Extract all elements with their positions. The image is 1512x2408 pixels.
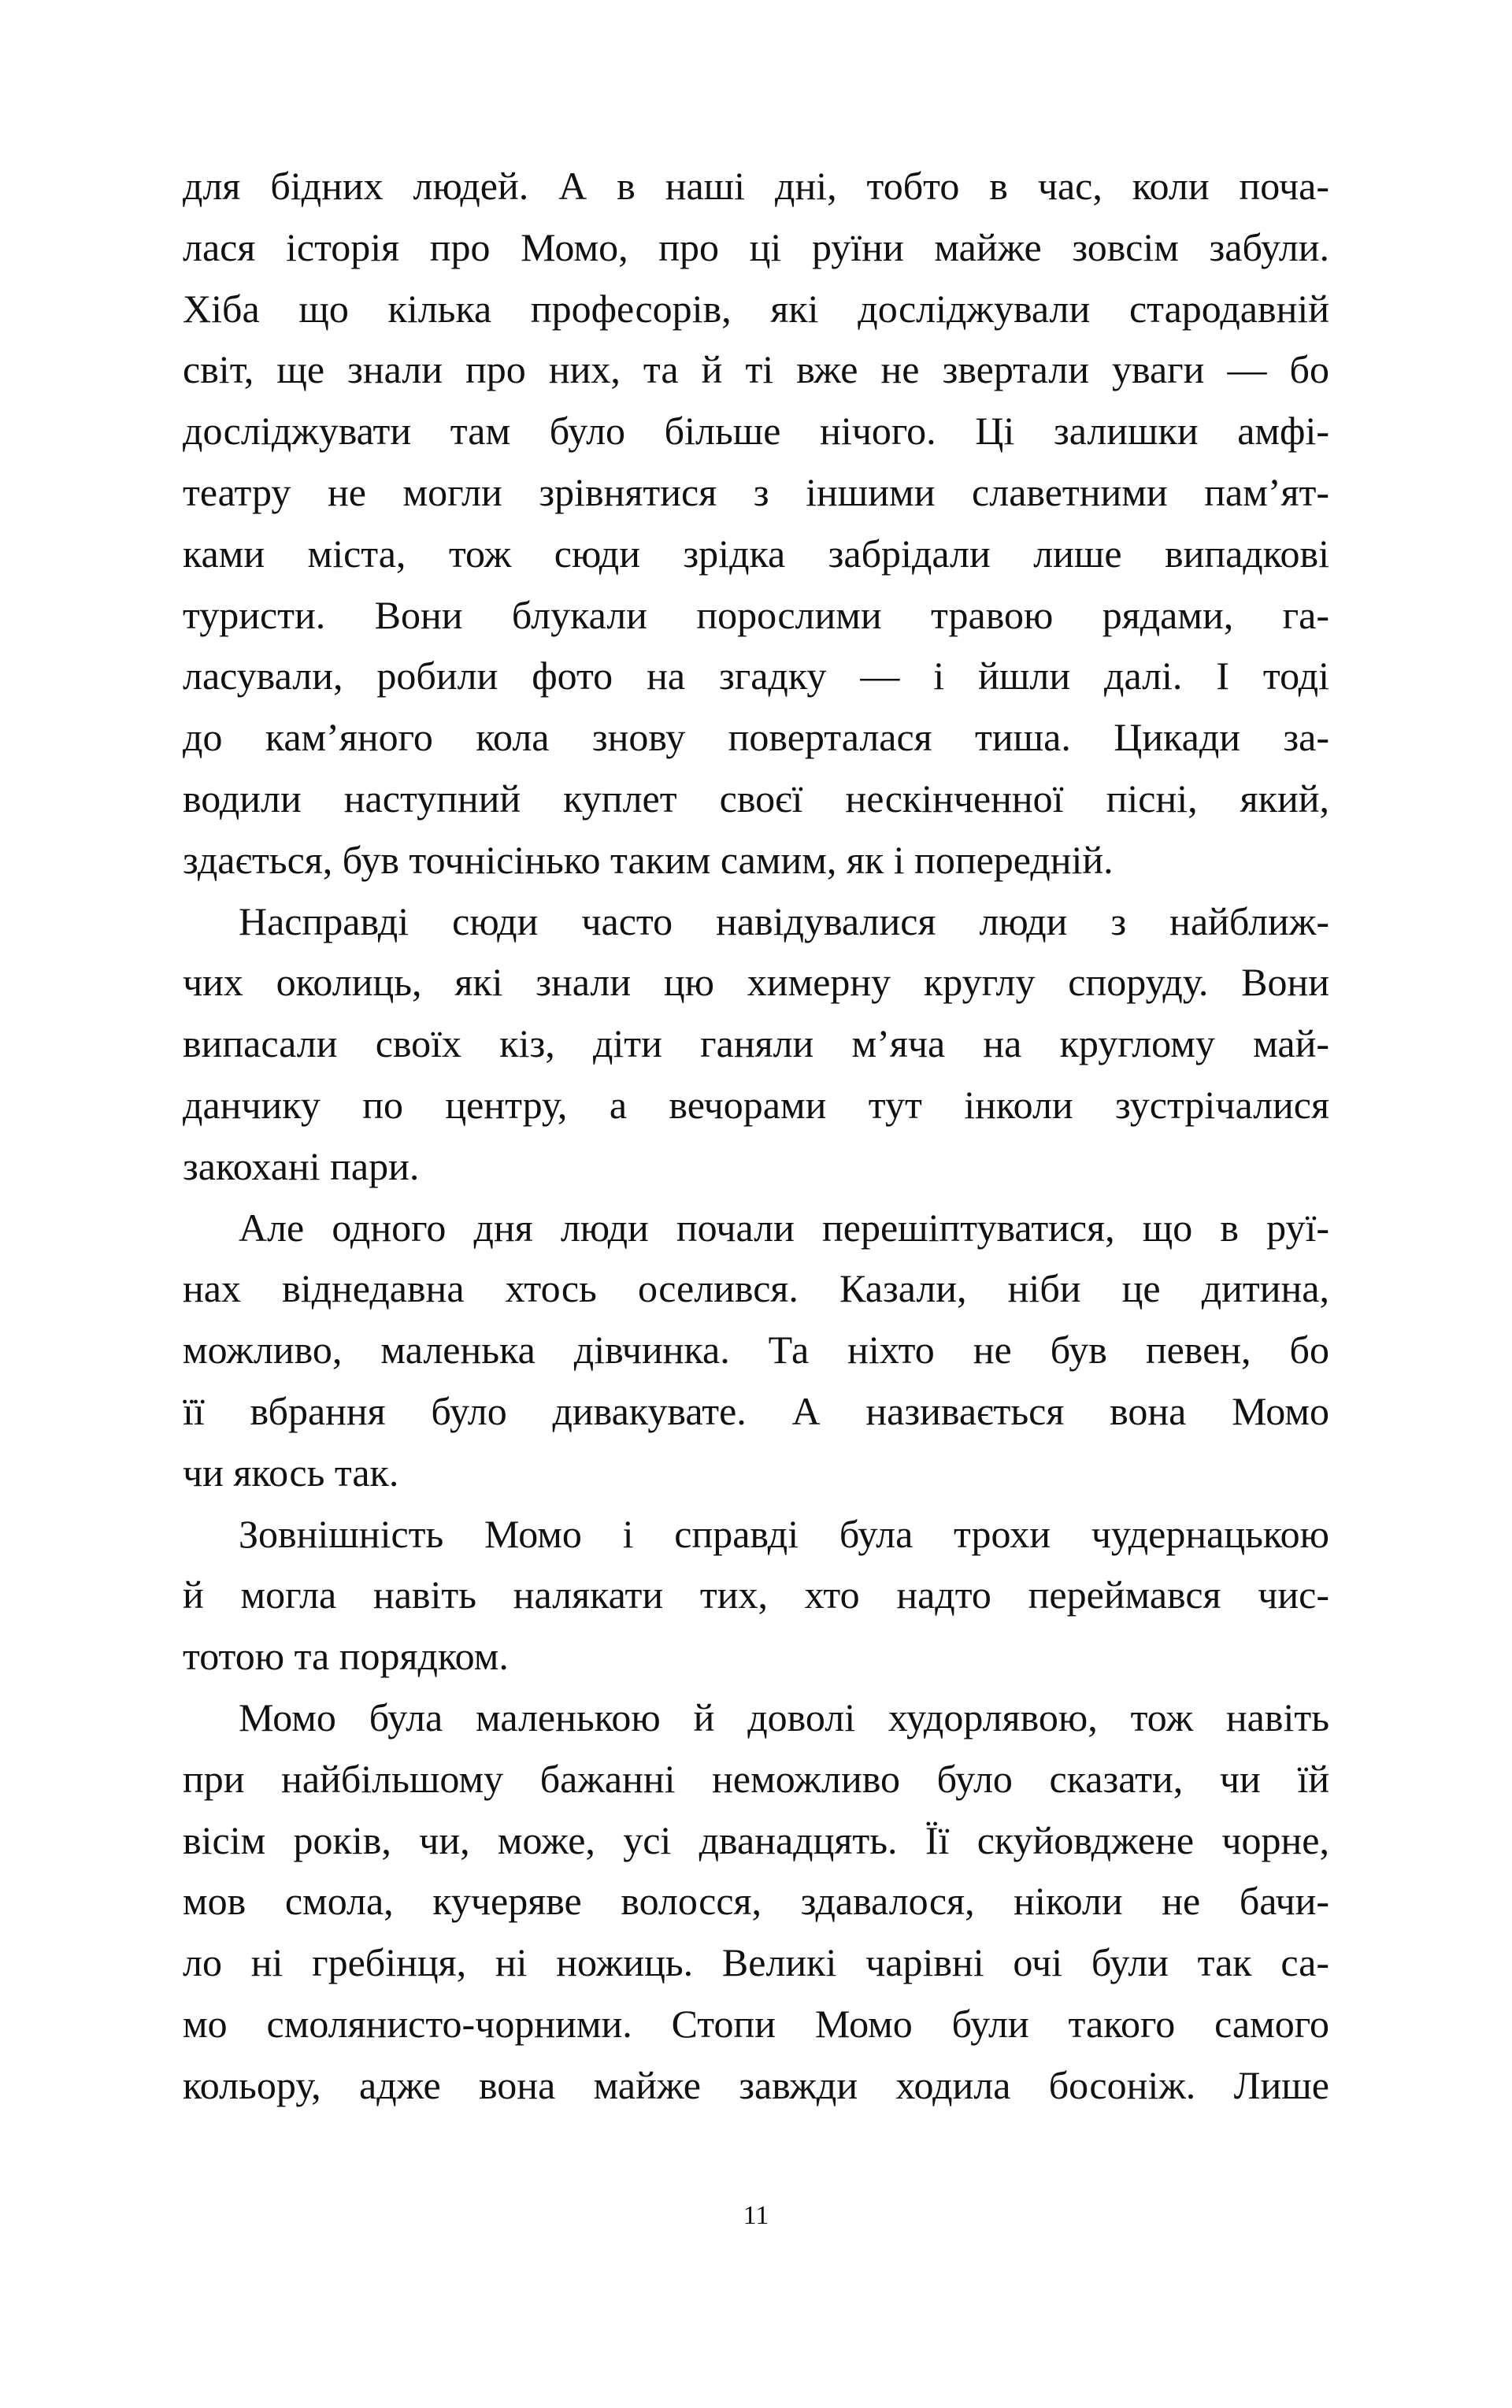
paragraph	[183, 156, 1329, 891]
paragraph	[183, 1687, 1329, 2117]
paragraph	[183, 1198, 1329, 1504]
text-line: досліджувати там було більше нічого. Ці залишки амфі-	[183, 409, 1329, 454]
text-line: Насправді сюди часто навідувалися люди з найближ-	[239, 898, 1329, 943]
paragraph	[183, 1504, 1329, 1687]
text-line: данчику по центру, а вечорами тут інколи зустрічалися	[183, 1082, 1329, 1127]
text-line: чих околиць, які знали цю химерну круглу споруду. Вони	[183, 960, 1329, 1005]
text-line: кольору, адже вона майже завжди ходила босоніж. Лише	[183, 2062, 1329, 2107]
text-line: театру не могли зрівнятися з іншими славетними пам’ят-	[183, 469, 1329, 514]
text-line: вісім років, чи, може, усі дванадцять. Її скуйовджене чорне,	[183, 1817, 1329, 1862]
page-number: 11	[743, 2201, 769, 2230]
text-line: можливо, маленька дівчинка. Та ніхто не був певен, бо	[183, 1328, 1329, 1373]
text-line: Але одного дня люди почали перешіптуватися, що в руї-	[239, 1205, 1329, 1250]
text-line: туристи. Вони блукали порослими травою рядами, га-	[183, 592, 1329, 637]
text-line: ло ні гребінця, ні ножиць. Великі чарівні очі були так са-	[183, 1940, 1329, 1985]
text-line: водили наступний куплет своєї нескінченної пісні, який,	[183, 776, 1329, 821]
text-line: тотою та порядком.	[183, 1634, 509, 1679]
paragraph	[183, 891, 1329, 1198]
text-line: й могла навіть налякати тих, хто надто переймався чис-	[183, 1573, 1329, 1617]
body-text	[183, 156, 1329, 2117]
text-line: її вбрання було дивакувате. А називається вона Момо	[183, 1388, 1329, 1433]
text-line: до кам’яного кола знову поверталася тиша. Цикади за-	[183, 715, 1329, 760]
text-line: ками міста, тож сюди зрідка забрідали лише випадкові	[183, 531, 1329, 576]
text-line: лася історія про Момо, про ці руїни майже зовсім забули.	[183, 224, 1329, 269]
text-line: для бідних людей. А в наші дні, тобто в час, коли поча-	[183, 164, 1329, 208]
text-line: мо смолянисто-чорними. Стопи Момо були такого самого	[183, 2001, 1329, 2046]
text-line: здається, був точнісінько таким самим, як і попередній.	[183, 837, 1114, 882]
text-line: ласували, робили фото на згадку — і йшли далі. І тоді	[183, 654, 1329, 698]
text-line: чи якось так.	[183, 1450, 399, 1495]
text-line: світ, ще знали про них, та й ті вже не звертали уваги — бо	[183, 347, 1329, 392]
text-line: нах віднедавна хтось оселився. Казали, ніби це дитина,	[183, 1266, 1329, 1311]
text-line: Хіба що кілька професорів, які досліджували стародавній	[183, 286, 1329, 331]
text-line: Зовнішність Момо і справді була трохи чудернацькою	[239, 1511, 1329, 1556]
text-line: мов смола, кучеряве волосся, здавалося, ніколи не бачи-	[183, 1879, 1329, 1924]
text-line: при найбільшому бажанні неможливо було сказати, чи їй	[183, 1756, 1329, 1801]
text-line: випасали своїх кіз, діти ганяли м’яча на круглому май-	[183, 1021, 1329, 1066]
text-line: Момо була маленькою й доволі худорлявою, тож навіть	[239, 1695, 1329, 1739]
text-line: закохані пари.	[183, 1143, 420, 1188]
